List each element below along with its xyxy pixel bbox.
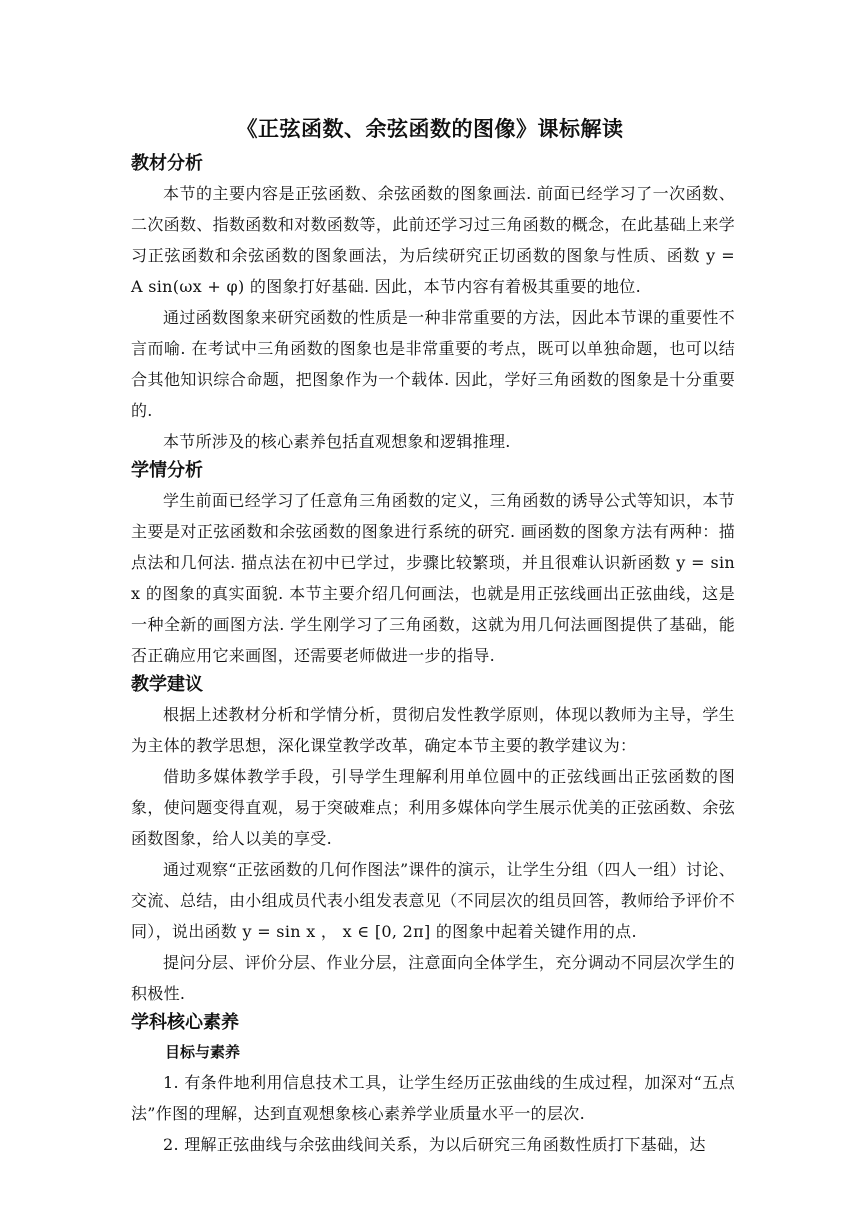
section-core-literacy: [131, 1009, 735, 1160]
document-body: [131, 150, 735, 1160]
section-heading: 学情分析: [131, 460, 203, 481]
paragraph: 通过观察“正弦函数的几何作图法”课件的演示，让学生分组（四人一组）讨论、交流、总结，由小组成员代表小组发表意见（不同层次的组员回答，教师给予评价不同），说出函数 y = sin x ， x ∈ [0, 2π] 的图象中起着关键作用的点.: [131, 860, 735, 941]
section-heading: 学科核心素养: [131, 1012, 239, 1033]
section-teaching-suggestions: [131, 671, 735, 1009]
subsection-heading: 目标与素养: [165, 1043, 241, 1061]
document-title: 《正弦函数、余弦函数的图像》课标解读: [236, 117, 624, 141]
section-heading: 教学建议: [131, 674, 203, 695]
paragraph: 提问分层、评价分层、作业分层，注意面向全体学生，充分调动不同层次学生的积极性.: [131, 953, 735, 1003]
section-student-analysis: [131, 457, 735, 671]
paragraph: 1. 有条件地利用信息技术工具，让学生经历正弦曲线的生成过程，加深对“五点法”作图的理解，达到直观想象核心素养学业质量水平一的层次.: [131, 1073, 735, 1123]
paragraph: 2. 理解正弦曲线与余弦曲线间关系，为以后研究三角函数性质打下基础，达: [163, 1135, 706, 1154]
paragraph: 通过函数图象来研究函数的性质是一种非常重要的方法，因此本节课的重要性不言而喻. 在考试中三角函数的图象也是非常重要的考点，既可以单独命题，也可以结合其他知识综合命题，把图象作为一个载体. 因此，学好三角函数的图象是十分重要的.: [131, 308, 735, 420]
paragraph: 根据上述教材分析和学情分析，贯彻启发性教学原则，体现以教师为主导，学生为主体的教学思想，深化课堂教学改革，确定本节主要的教学建议为：: [131, 705, 735, 755]
paragraph: 借助多媒体教学手段，引导学生理解利用单位圆中的正弦线画出正弦函数的图象，使问题变得直观，易于突破难点；利用多媒体向学生展示优美的正弦函数、余弦函数图象，给人以美的享受.: [131, 767, 735, 848]
paragraph: 本节所涉及的核心素养包括直观想象和逻辑推理.: [163, 432, 511, 451]
paragraph: 学生前面已经学习了任意角三角函数的定义，三角函数的诱导公式等知识，本节主要是对正弦函数和余弦函数的图象进行系统的研究. 画函数的图象方法有两种：描点法和几何法. 描点法在初中已学过，步骤比较繁琐，并且很难认识新函数 y = sin x 的图象的真实面貌. 本节主要介绍几何画法，也就是用正弦线画出正弦曲线，这是一种全新的画图方法. 学生刚学习了三角函数，这就为用几何法画图提供了基础，能否正确应用它来画图，还需要老师做进一步的指导.: [131, 491, 735, 665]
paragraph: 本节的主要内容是正弦函数、余弦函数的图象画法. 前面已经学习了一次函数、二次函数、指数函数和对数函数等，此前还学习过三角函数的概念，在此基础上来学习正弦函数和余弦函数的图象画法，为后续研究正切函数的图象与性质、函数 y = A sin(ωx + φ) 的图象打好基础. 因此，本节内容有着极其重要的地位.: [131, 184, 735, 296]
section-heading: 教材分析: [131, 153, 203, 174]
section-textbook-analysis: [131, 150, 735, 457]
